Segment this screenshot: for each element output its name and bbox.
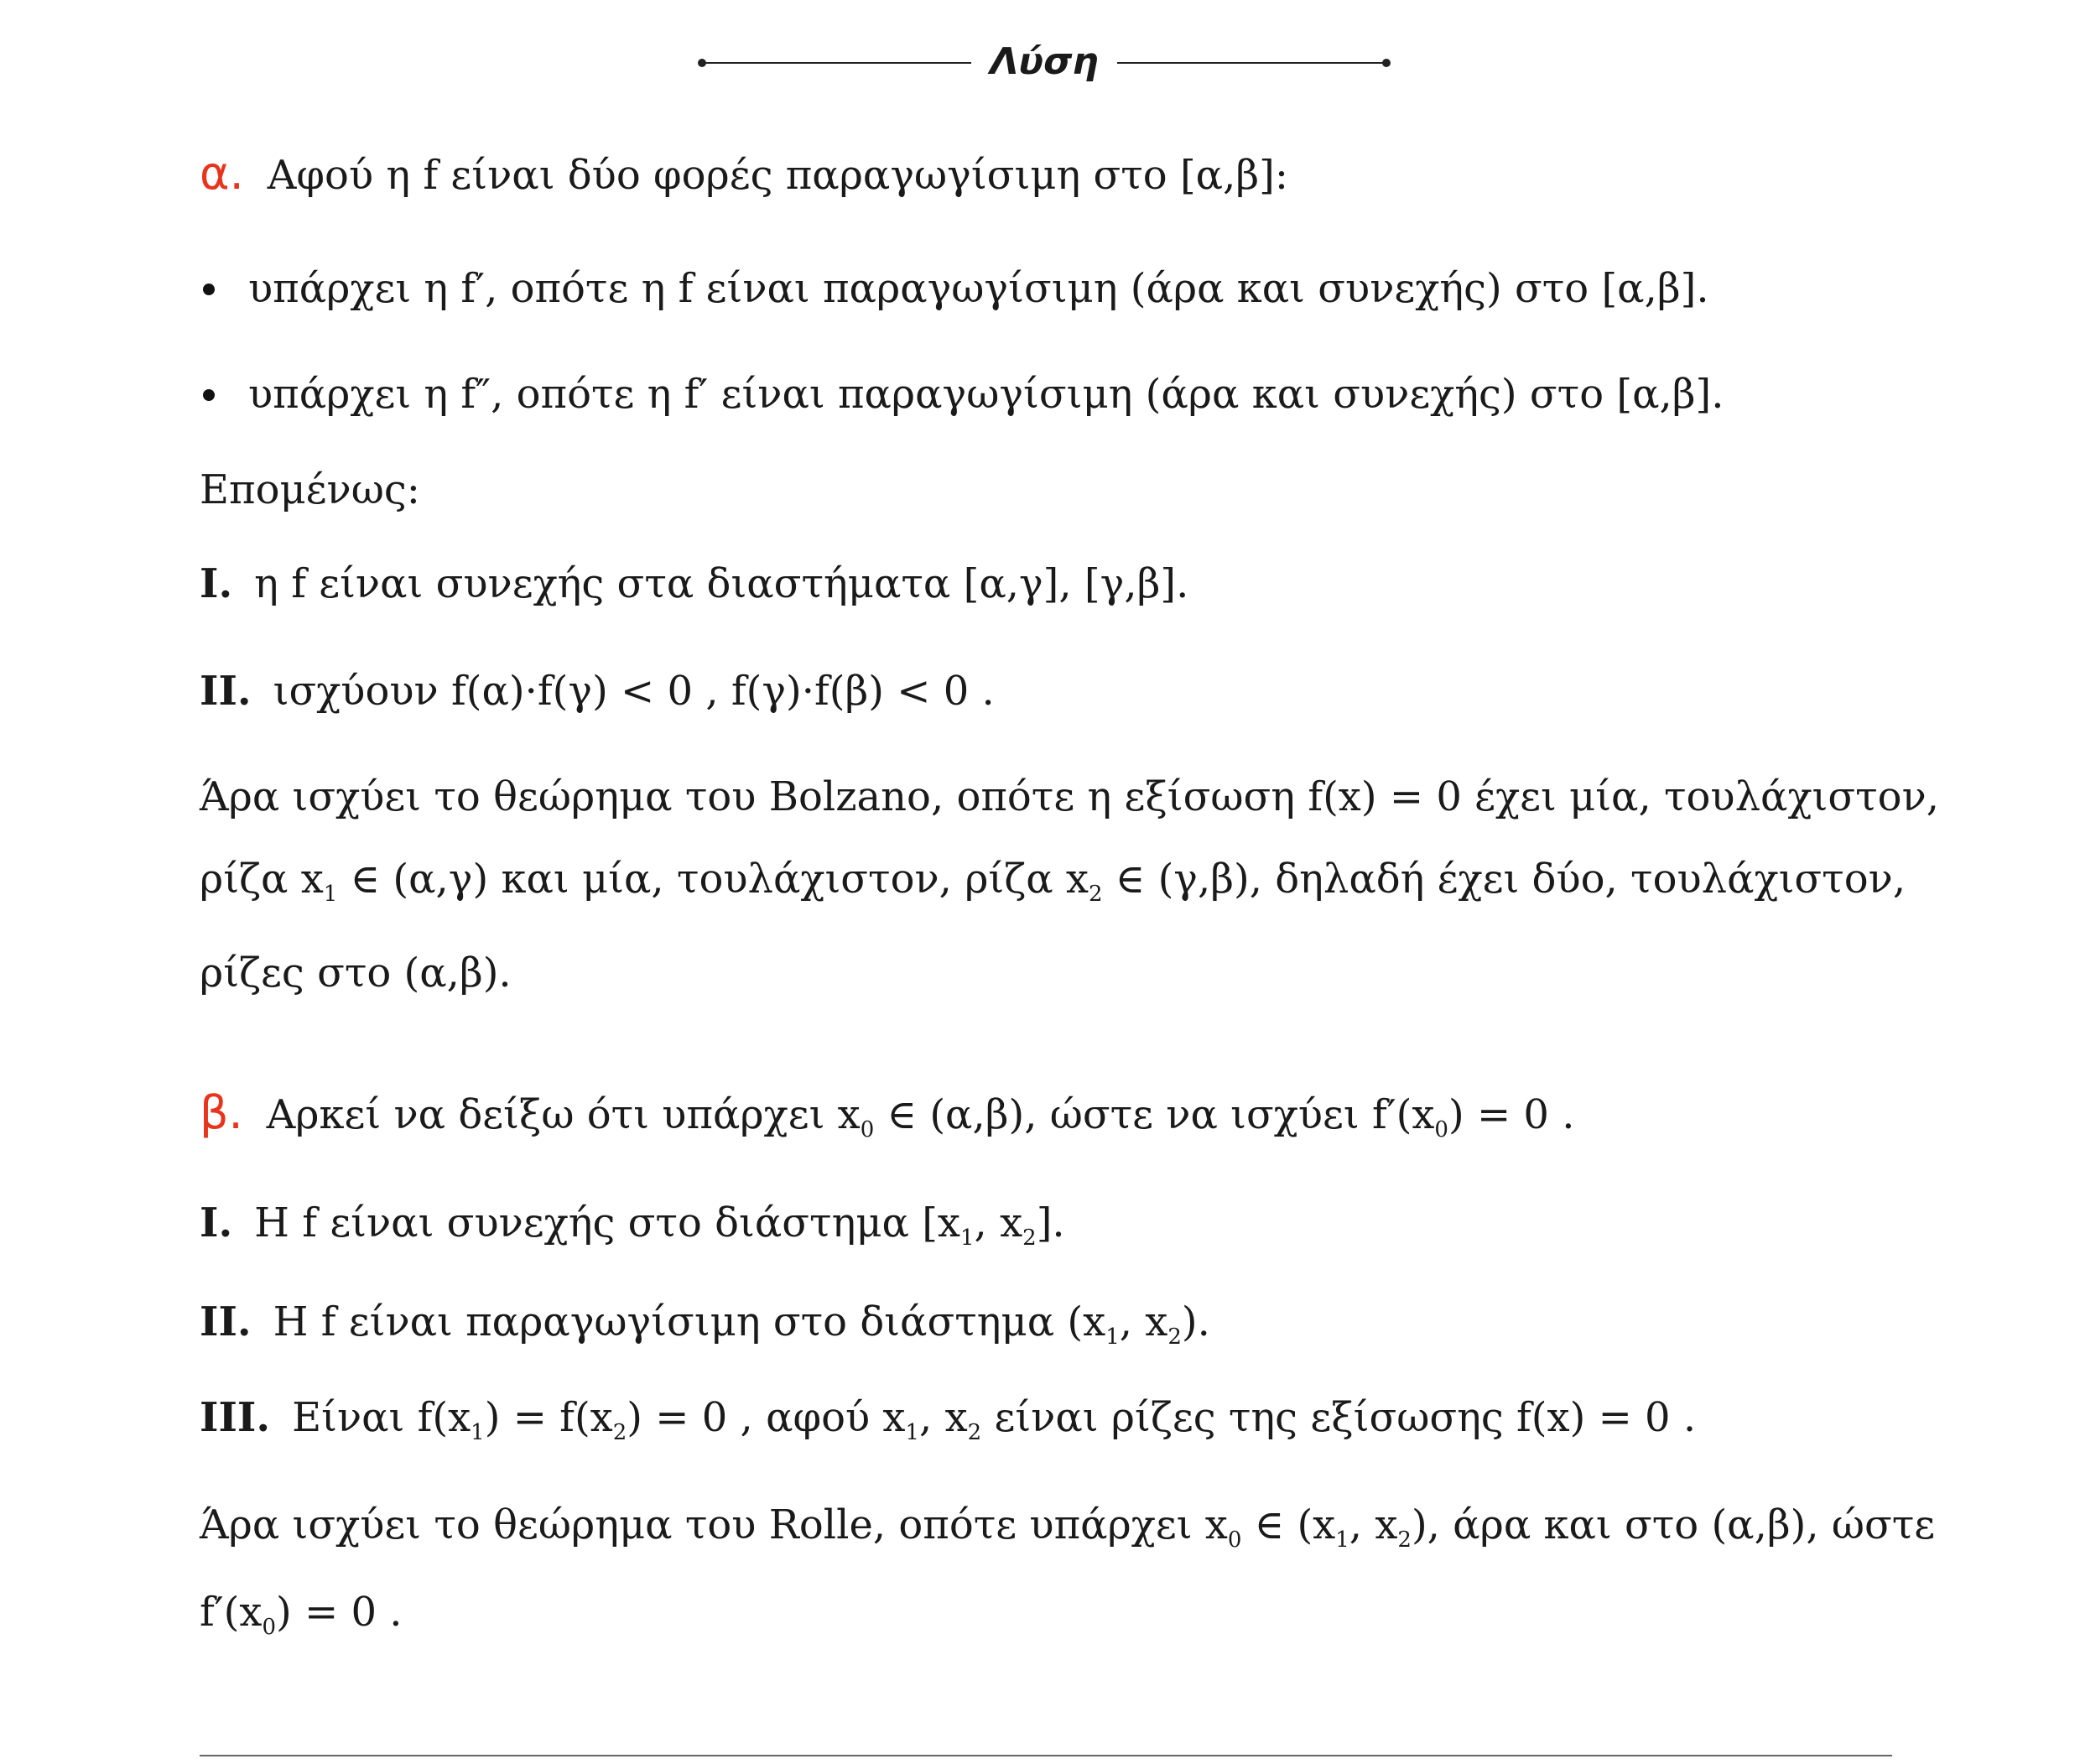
solution-header bbox=[696, 34, 1392, 92]
part-b-label: β. bbox=[200, 1086, 243, 1139]
text-run: Η f είναι παραγωγίσιμη στο διάστημα (x bbox=[273, 1298, 1106, 1345]
subscript: 2 bbox=[1022, 1225, 1037, 1251]
text-run: ∈ (α,γ) και μία, τουλάχιστον, ρίζα x bbox=[337, 856, 1089, 903]
subscript: 0 bbox=[1227, 1527, 1242, 1553]
part-a-item-1 bbox=[200, 560, 1189, 607]
part-a-intro bbox=[200, 147, 1288, 200]
part-b-item-2-label: II. bbox=[200, 1298, 252, 1345]
part-a-item-1-text: η f είναι συνεχής στα διαστήματα [α,γ], [γ,β]. bbox=[254, 560, 1189, 607]
subscript: 2 bbox=[1088, 882, 1103, 907]
header-right-rule bbox=[1117, 62, 1387, 64]
text-run: , x bbox=[974, 1199, 1023, 1246]
part-a-item-2-label: II. bbox=[200, 668, 252, 715]
subscript: 1 bbox=[905, 1420, 920, 1445]
part-b-intro bbox=[200, 1086, 1575, 1142]
text-run: , x bbox=[919, 1394, 968, 1441]
text-run: ∈ (α,β), ώστε να ισχύει f′(x bbox=[874, 1091, 1435, 1138]
part-b-item-3-label: III. bbox=[200, 1394, 271, 1441]
part-a-therefore: Επομένως: bbox=[200, 466, 420, 513]
subscript: 0 bbox=[860, 1117, 875, 1142]
subscript: 0 bbox=[262, 1615, 277, 1640]
text-run: ρίζα x bbox=[200, 856, 324, 903]
part-a-intro-text: Αφού η f είναι δύο φορές παραγωγίσιμη στο bbox=[267, 152, 1180, 199]
part-a-bullet-1 bbox=[200, 265, 1709, 312]
part-a-conclusion-line-1: Άρα ισχύει το θεώρημα του Bolzano, οπότε η εξίσωση f(x) = 0 έχει μία, τουλάχιστον, bbox=[200, 773, 1940, 820]
text-run: ) = 0 . bbox=[1448, 1091, 1575, 1138]
part-a-intro-interval: [α,β]: bbox=[1179, 152, 1288, 199]
bullet-dot-icon bbox=[203, 389, 215, 401]
part-b-item-1-label: I. bbox=[200, 1199, 233, 1246]
part-b-item-2 bbox=[200, 1298, 1210, 1350]
text-run: Είναι f(x bbox=[292, 1394, 471, 1441]
subscript: 1 bbox=[471, 1420, 485, 1445]
part-b-conclusion-line-2 bbox=[200, 1589, 403, 1640]
subscript: 1 bbox=[323, 882, 338, 907]
subscript: 1 bbox=[1335, 1527, 1349, 1553]
text-run: ) = 0 , αφού x bbox=[627, 1394, 906, 1441]
part-a-item-2 bbox=[200, 668, 995, 715]
text-run: Αρκεί να δείξω ότι υπάρχει x bbox=[266, 1091, 861, 1138]
text-run: ]. bbox=[1036, 1199, 1065, 1246]
subscript: 1 bbox=[960, 1225, 975, 1251]
part-a-conclusion-line-2 bbox=[200, 856, 1906, 907]
bullet-dot-icon bbox=[203, 284, 215, 295]
subscript: 2 bbox=[612, 1420, 627, 1445]
subscript: 2 bbox=[967, 1420, 982, 1445]
part-a-item-2-text: ισχύουν f(α)·f(γ) < 0 , f(γ)·f(β) < 0 . bbox=[273, 668, 995, 715]
subscript: 1 bbox=[1105, 1324, 1120, 1350]
part-a-bullet-2-text: υπάρχει η f″, οπότε η f′ είναι παραγωγίσιμη (άρα και συνεχής) στο [α,β]. bbox=[248, 371, 1724, 418]
part-a-conclusion-line-3: ρίζες στο (α,β). bbox=[200, 950, 512, 996]
text-run: , x bbox=[1119, 1298, 1168, 1345]
part-a-bullet-1-text: υπάρχει η f′, οπότε η f είναι παραγωγίσιμη (άρα και συνεχής) στο [α,β]. bbox=[248, 265, 1709, 312]
part-a-item-1-label: I. bbox=[200, 560, 233, 607]
text-run: Άρα ισχύει το θεώρημα του Rolle, οπότε υπάρχει x bbox=[200, 1501, 1228, 1548]
subscript: 2 bbox=[1167, 1324, 1182, 1350]
text-run: ), άρα και στο (α,β), ώστε bbox=[1411, 1501, 1936, 1548]
header-right-dot bbox=[1382, 59, 1391, 67]
part-b-conclusion-line-1 bbox=[200, 1501, 1936, 1553]
text-run: ). bbox=[1181, 1298, 1210, 1345]
text-run: Η f είναι συνεχής στο διάστημα [x bbox=[254, 1199, 960, 1246]
text-run: ) = f(x bbox=[484, 1394, 613, 1441]
text-run: ∈ (γ,β), δηλαδή έχει δύο, τουλάχιστον, bbox=[1102, 856, 1906, 903]
part-b-item-3 bbox=[200, 1394, 1697, 1445]
subscript: 0 bbox=[1434, 1117, 1448, 1142]
header-title: Λύση bbox=[990, 40, 1099, 83]
part-a-bullet-2 bbox=[200, 371, 1724, 418]
part-a-label: α. bbox=[200, 147, 244, 200]
text-run: είναι ρίζες της εξίσωσης f(x) = 0 . bbox=[981, 1394, 1697, 1441]
subscript: 2 bbox=[1397, 1527, 1412, 1553]
text-run: ∈ (x bbox=[1241, 1501, 1336, 1548]
part-b-item-1 bbox=[200, 1199, 1065, 1251]
text-run: , x bbox=[1349, 1501, 1398, 1548]
text-run: f′(x bbox=[200, 1589, 263, 1636]
text-run: ) = 0 . bbox=[276, 1589, 403, 1636]
bottom-divider bbox=[200, 1755, 1892, 1756]
